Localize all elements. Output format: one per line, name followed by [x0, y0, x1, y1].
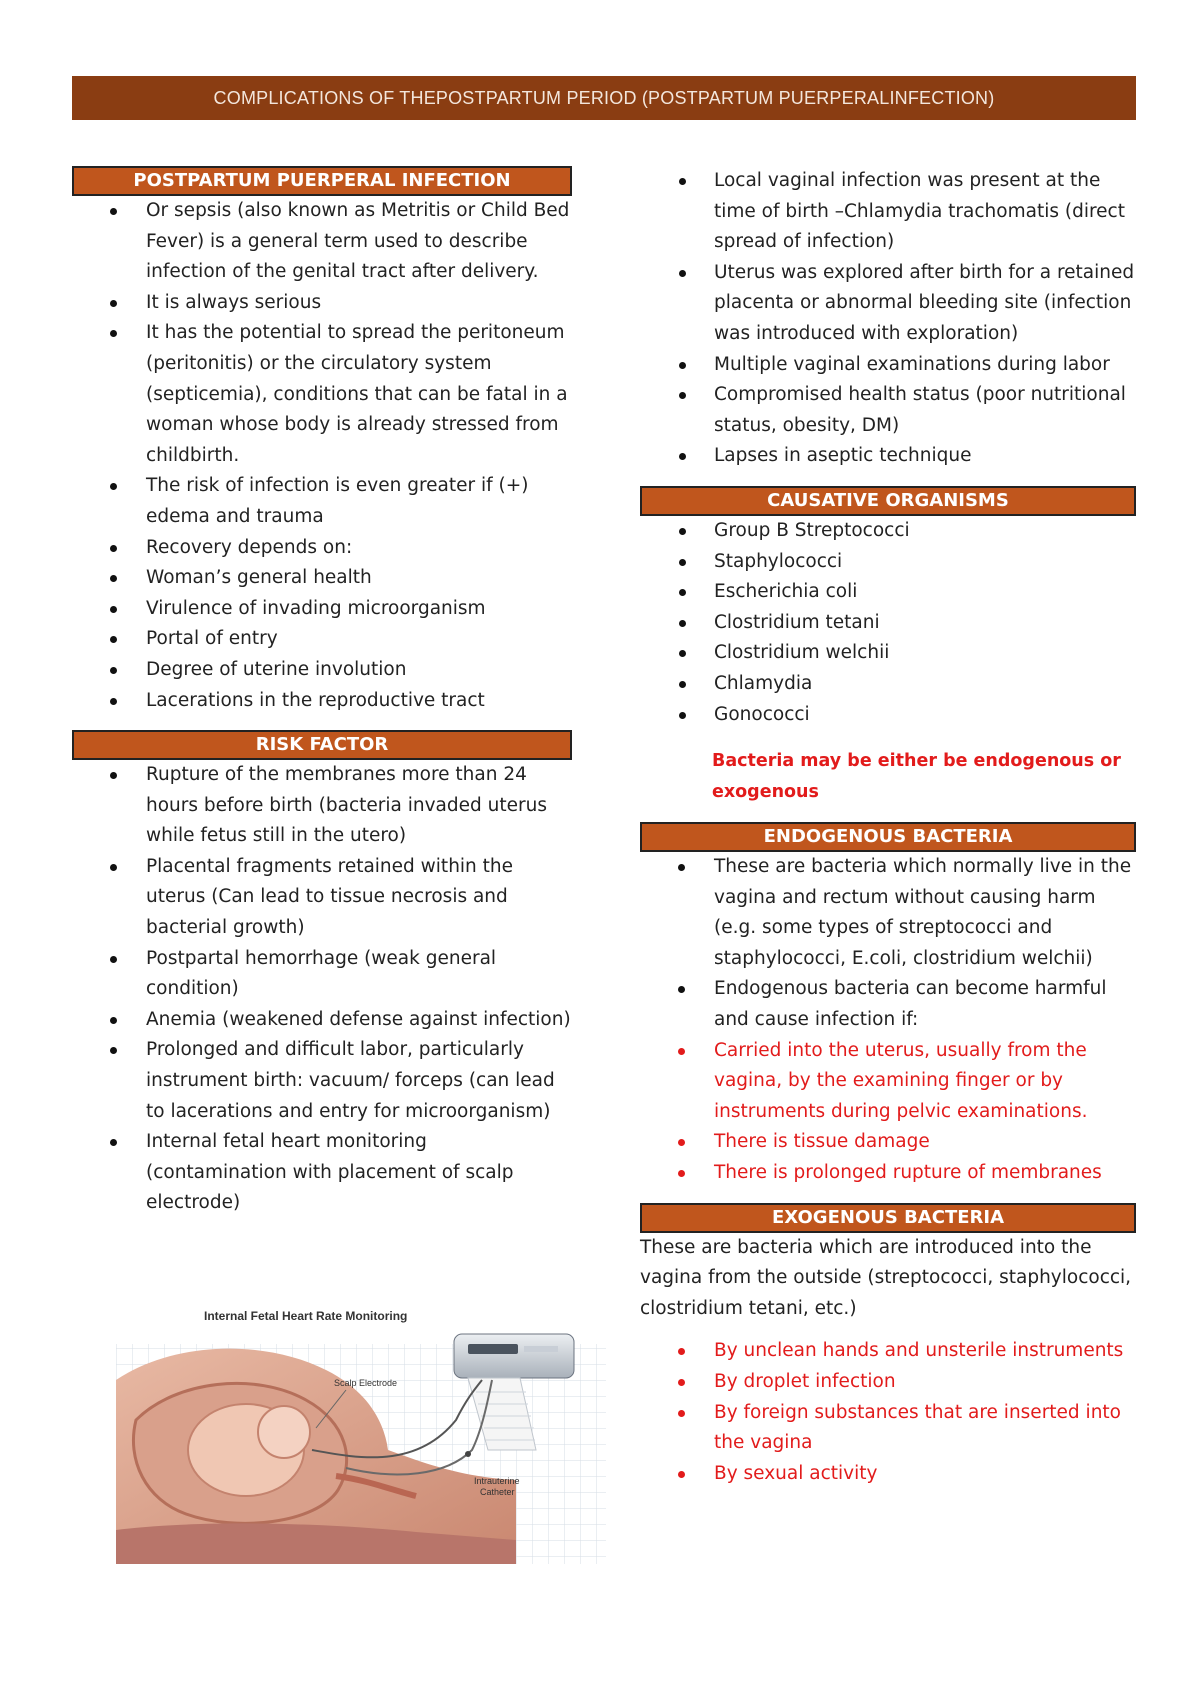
list-item: Portal of entry [72, 624, 572, 655]
list-item: These are bacteria which normally live in the vagina and rectum without causing harm (e.g. some types of streptococci and staphylococci, E.coli, clostridium welchii) [640, 852, 1136, 974]
list-item: Escherichia coli [640, 577, 1136, 608]
list-item: Anemia (weakened defense against infection) [72, 1005, 572, 1036]
list-item: Rupture of the membranes more than 24 hours before birth (bacteria invaded uterus while fetus still in the utero) [72, 760, 572, 852]
page-title-banner: COMPLICATIONS OF THEPOSTPARTUM PERIOD (POSTPARTUM PUERPERALINFECTION) [72, 76, 1136, 120]
section-heading-risk-factor: RISK FACTOR [72, 730, 572, 760]
list-item: Lapses in aseptic technique [640, 441, 1136, 472]
section-heading-exogenous: EXOGENOUS BACTERIA [640, 1203, 1136, 1233]
catheter-label-line1: Intrauterine [474, 1476, 520, 1486]
bacteria-source-note: Bacteria may be either be endogenous or exogenous [712, 751, 1121, 803]
list-item: It is always serious [72, 288, 572, 319]
list-item: Local vaginal infection was present at the time of birth –Chlamydia trachomatis (direct spread of infection) [640, 166, 1136, 258]
catheter-label-line2: Catheter [480, 1487, 515, 1497]
list-item-red: By foreign substances that are inserted into the vagina [640, 1398, 1136, 1459]
list-item: Degree of uterine involution [72, 655, 572, 686]
list-item: It has the potential to spread the peritoneum (peritonitis) or the circulatory system (septicemia), conditions that can be fatal in a woman whose body is already stressed from childbirth. [72, 318, 572, 471]
infection-list [72, 196, 572, 716]
list-item: Multiple vaginal examinations during labor [640, 350, 1136, 381]
list-item: Chlamydia [640, 669, 1136, 700]
left-column [72, 166, 572, 1219]
list-item: Placental fragments retained within the uterus (Can lead to tissue necrosis and bacterial growth) [72, 852, 572, 944]
list-item: Prolonged and difficult labor, particularly instrument birth: vacuum/ forceps (can lead to lacerations and entry for microorganism) [72, 1035, 572, 1127]
list-item: Staphylococci [640, 547, 1136, 578]
list-item: Recovery depends on: [72, 533, 572, 564]
list-item: Internal fetal heart monitoring (contamination with placement of scalp electrode) [72, 1127, 572, 1219]
list-item-red: By sexual activity [640, 1459, 1136, 1490]
list-item: Group B Streptococci [640, 516, 1136, 547]
list-item: The risk of infection is even greater if (+) edema and trauma [72, 471, 572, 532]
list-item: Uterus was explored after birth for a retained placenta or abnormal bleeding site (infection was introduced with exploration) [640, 258, 1136, 350]
list-item: Clostridium welchii [640, 638, 1136, 669]
list-item-red: By droplet infection [640, 1367, 1136, 1398]
list-item-red: There is prolonged rupture of membranes [640, 1158, 1136, 1189]
endogenous-list [640, 852, 1136, 1189]
list-item: Compromised health status (poor nutritional status, obesity, DM) [640, 380, 1136, 441]
organisms-list [640, 516, 1136, 730]
section-heading-causative-organisms: CAUSATIVE ORGANISMS [640, 486, 1136, 516]
list-item: Woman’s general health [72, 563, 572, 594]
list-item: Endogenous bacteria can become harmful and cause infection if: [640, 974, 1136, 1035]
scalp-electrode-label: Scalp Electrode [334, 1378, 398, 1388]
list-item-red: There is tissue damage [640, 1127, 1136, 1158]
list-item: Postpartal hemorrhage (weak general condition) [72, 944, 572, 1005]
list-item: Or sepsis (also known as Metritis or Child Bed Fever) is a general term used to describe infection of the genital tract after delivery. [72, 196, 572, 288]
section-heading-endogenous: ENDOGENOUS BACTERIA [640, 822, 1136, 852]
list-item: Lacerations in the reproductive tract [72, 686, 572, 717]
list-item: Virulence of invading microorganism [72, 594, 572, 625]
list-item: Gonococci [640, 700, 1136, 731]
list-item-red: Carried into the uterus, usually from the vagina, by the examining finger or by instruments during pelvic examinations. [640, 1036, 1136, 1128]
list-item: Clostridium tetani [640, 608, 1136, 639]
list-item-red: By unclean hands and unsterile instruments [640, 1336, 1136, 1367]
risk-factor-continued-list [640, 166, 1136, 472]
risk-factor-list [72, 760, 572, 1219]
exogenous-list [640, 1336, 1136, 1489]
figure-title: Internal Fetal Heart Rate Monitoring [204, 1309, 408, 1323]
right-column [640, 166, 1136, 1489]
exogenous-description: These are bacteria which are introduced into the vagina from the outside (streptococci, staphylococci, clostridium tetani, etc.) [640, 1236, 1132, 1319]
section-heading-infection: POSTPARTUM PUERPERAL INFECTION [72, 166, 572, 196]
fetal-monitoring-illustration [116, 1300, 606, 1564]
